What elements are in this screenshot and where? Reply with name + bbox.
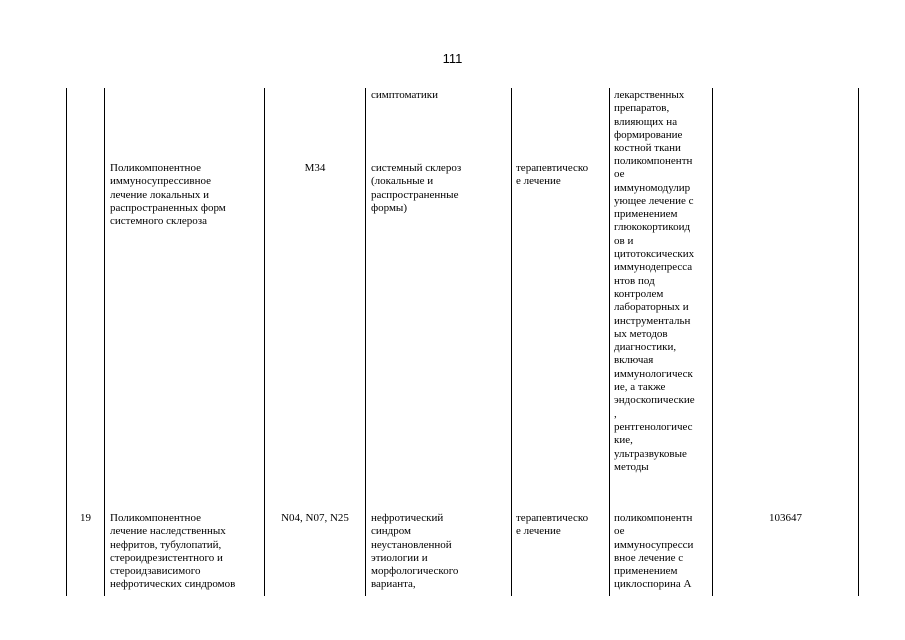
care-type-cell: Поликомпонентное лечение наследственных нефритов, тубулопатий, стероидрезистентного и стероидзависимого нефротических синдромов: [110, 512, 236, 591]
table-border-right: [858, 88, 859, 596]
row-number-cell: 19: [80, 512, 91, 524]
column-divider: [511, 88, 512, 596]
treatment-method-cell: поликомпонентн ое иммуносупресси вное лечение с применением циклоспорина А: [614, 512, 694, 591]
icd-code-cell: N04, N07, N25: [281, 512, 349, 524]
cost-cell: 103647: [769, 512, 802, 524]
treatment-method-cell: лекарственных препаратов, влияющих на формирование костной ткани: [614, 89, 685, 155]
treatment-type-cell: терапевтическо е лечение: [516, 162, 589, 188]
icd-code-cell: M34: [304, 162, 326, 174]
column-divider: [104, 88, 105, 596]
care-type-cell: Поликомпонентное иммуносупрессивное лечение локальных и распространенных форм системного склероза: [110, 162, 226, 228]
diagnosis-cell: системный склероз (локальные и распространенные формы): [371, 162, 462, 214]
page-number: 111: [442, 51, 463, 66]
column-divider: [609, 88, 610, 596]
diagnosis-cell: нефротический синдром неустановленной этиологии и морфологического варианта,: [371, 512, 459, 591]
treatment-method-cell: поликомпонентн ое иммуномодулир ующее лечение с применением глюкокортикоид ов и цитотоксических иммунодепресса нтов под контролем лабораторных и инструментальн ых методов диагностики, включая иммунологическ ие, а также эндоскопические , рентгенологичес кие, ультразвуковые методы: [614, 155, 695, 473]
treatment-type-cell: терапевтическо е лечение: [516, 512, 589, 538]
diagnosis-cell: симптоматики: [371, 89, 438, 101]
column-divider: [365, 88, 366, 596]
